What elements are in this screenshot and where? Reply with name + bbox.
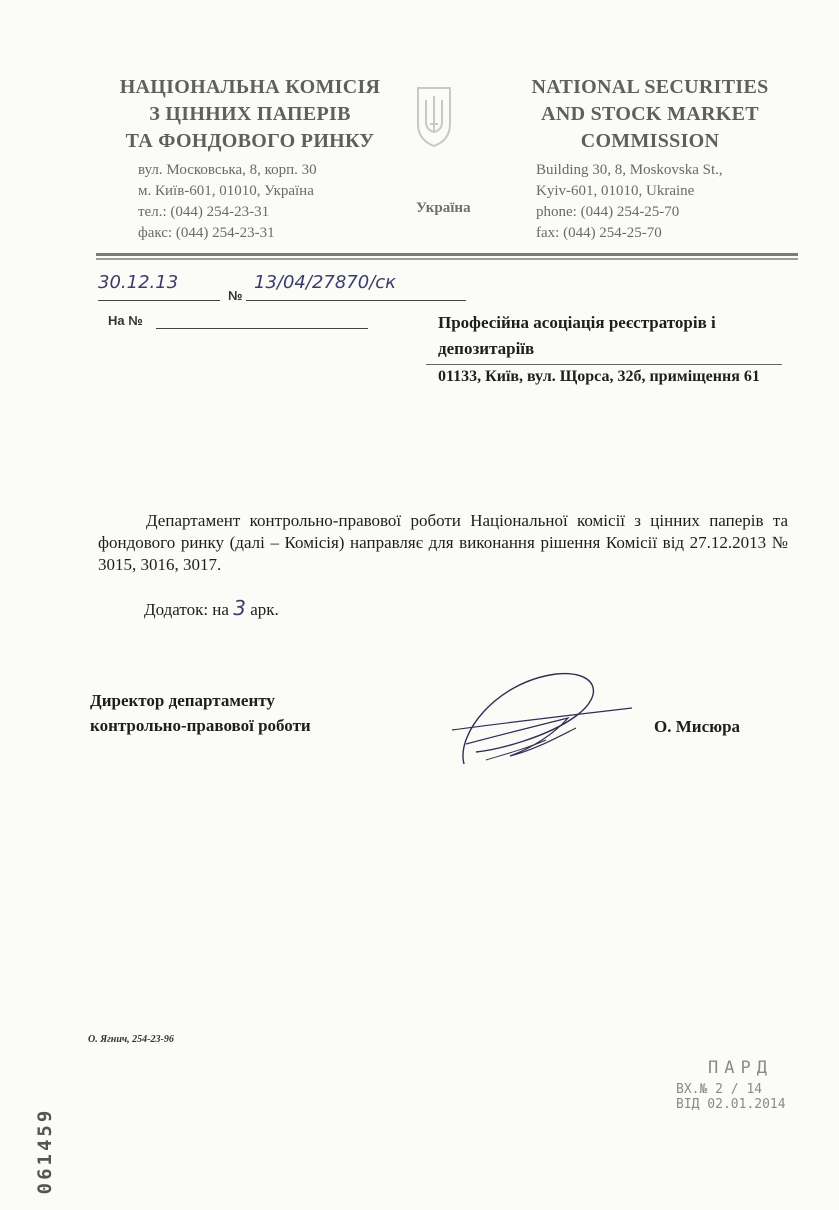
attachment-suffix: арк. (250, 600, 279, 619)
handwritten-signature (436, 664, 636, 774)
letterhead-en-address (536, 160, 796, 244)
signatory-title-line-1: Директор департаменту (90, 691, 275, 710)
stamp-incoming-number: ВХ.№ 2 / 14 (676, 1082, 763, 1097)
recipient-name-line-1: Професійна асоціація реєстраторів і (438, 313, 716, 332)
outgoing-number: 13/04/27870/ск (254, 272, 397, 293)
attachment-prefix: Додаток: на (144, 600, 229, 619)
attachment-count: 3 (233, 596, 246, 620)
serial-number-text: 061459 (34, 1107, 56, 1195)
ua-address-city: м. Київ-601, 01010, Україна (138, 183, 314, 199)
center-label: Україна (416, 200, 471, 216)
letterhead-divider (96, 253, 798, 256)
letterhead-divider-thin (96, 258, 798, 260)
letterhead-en-title-2: AND STOCK MARKET (541, 103, 759, 125)
recipient-address: 01133, Київ, вул. Щорса, 32б, приміщення 61 (438, 368, 760, 385)
ua-address-street: вул. Московська, 8, корп. 30 (138, 162, 317, 178)
stamp-org: ПАРД (708, 1058, 773, 1078)
serial-number (24, 1100, 64, 1210)
signatory-title-line-2: контрольно-правової роботи (90, 716, 311, 735)
body-paragraph-text: Департамент контрольно-правової роботи Національної комісії з цінних паперів та фондового ринку (далі – Комісія) направляє для виконання рішення Комісії від 27.12.2013 № 3015, 3016, 3017. (98, 511, 788, 574)
stamp-incoming-date: ВІД 02.01.2014 (676, 1097, 786, 1112)
letterhead-ua-address (138, 160, 398, 244)
executor-note: О. Ягнич, 254-23-96 (88, 1034, 174, 1045)
reply-to-label: На № (108, 313, 143, 328)
en-address-phone: phone: (044) 254-25-70 (536, 204, 680, 220)
letterhead-en (500, 74, 800, 155)
letterhead-ua-title-2: З ЦІННИХ ПАПЕРІВ (149, 103, 351, 125)
number-label: № (228, 288, 243, 303)
ua-address-phone: тел.: (044) 254-23-31 (138, 204, 270, 220)
outgoing-number-field (246, 272, 466, 301)
signatory-title (90, 688, 410, 738)
outgoing-date-field (98, 272, 220, 301)
reply-to-field (156, 312, 368, 329)
letterhead-ua (100, 74, 400, 155)
attachment-line (144, 596, 279, 620)
recipient-name-line-2: депозитаріїв (438, 339, 535, 358)
coat-of-arms-icon (414, 84, 454, 148)
letterhead-ua-title-1: НАЦІОНАЛЬНА КОМІСІЯ (119, 76, 381, 98)
outgoing-date: 30.12.13 (98, 272, 179, 293)
recipient-block (438, 310, 784, 362)
incoming-stamp (676, 1058, 826, 1112)
en-address-street: Building 30, 8, Moskovska St., (536, 162, 723, 178)
ua-address-fax: факс: (044) 254-23-31 (138, 225, 275, 241)
letterhead-ua-title-3: ТА ФОНДОВОГО РИНКУ (125, 130, 375, 152)
en-address-fax: fax: (044) 254-25-70 (536, 225, 662, 241)
en-address-city: Kyiv-601, 01010, Ukraine (536, 183, 695, 199)
letterhead-en-title-1: NATIONAL SECURITIES (531, 76, 769, 98)
body-paragraph (98, 510, 788, 576)
signatory-name: О. Мисюра (654, 717, 741, 736)
letterhead-en-title-3: COMMISSION (580, 130, 720, 152)
recipient-separator (426, 364, 782, 365)
